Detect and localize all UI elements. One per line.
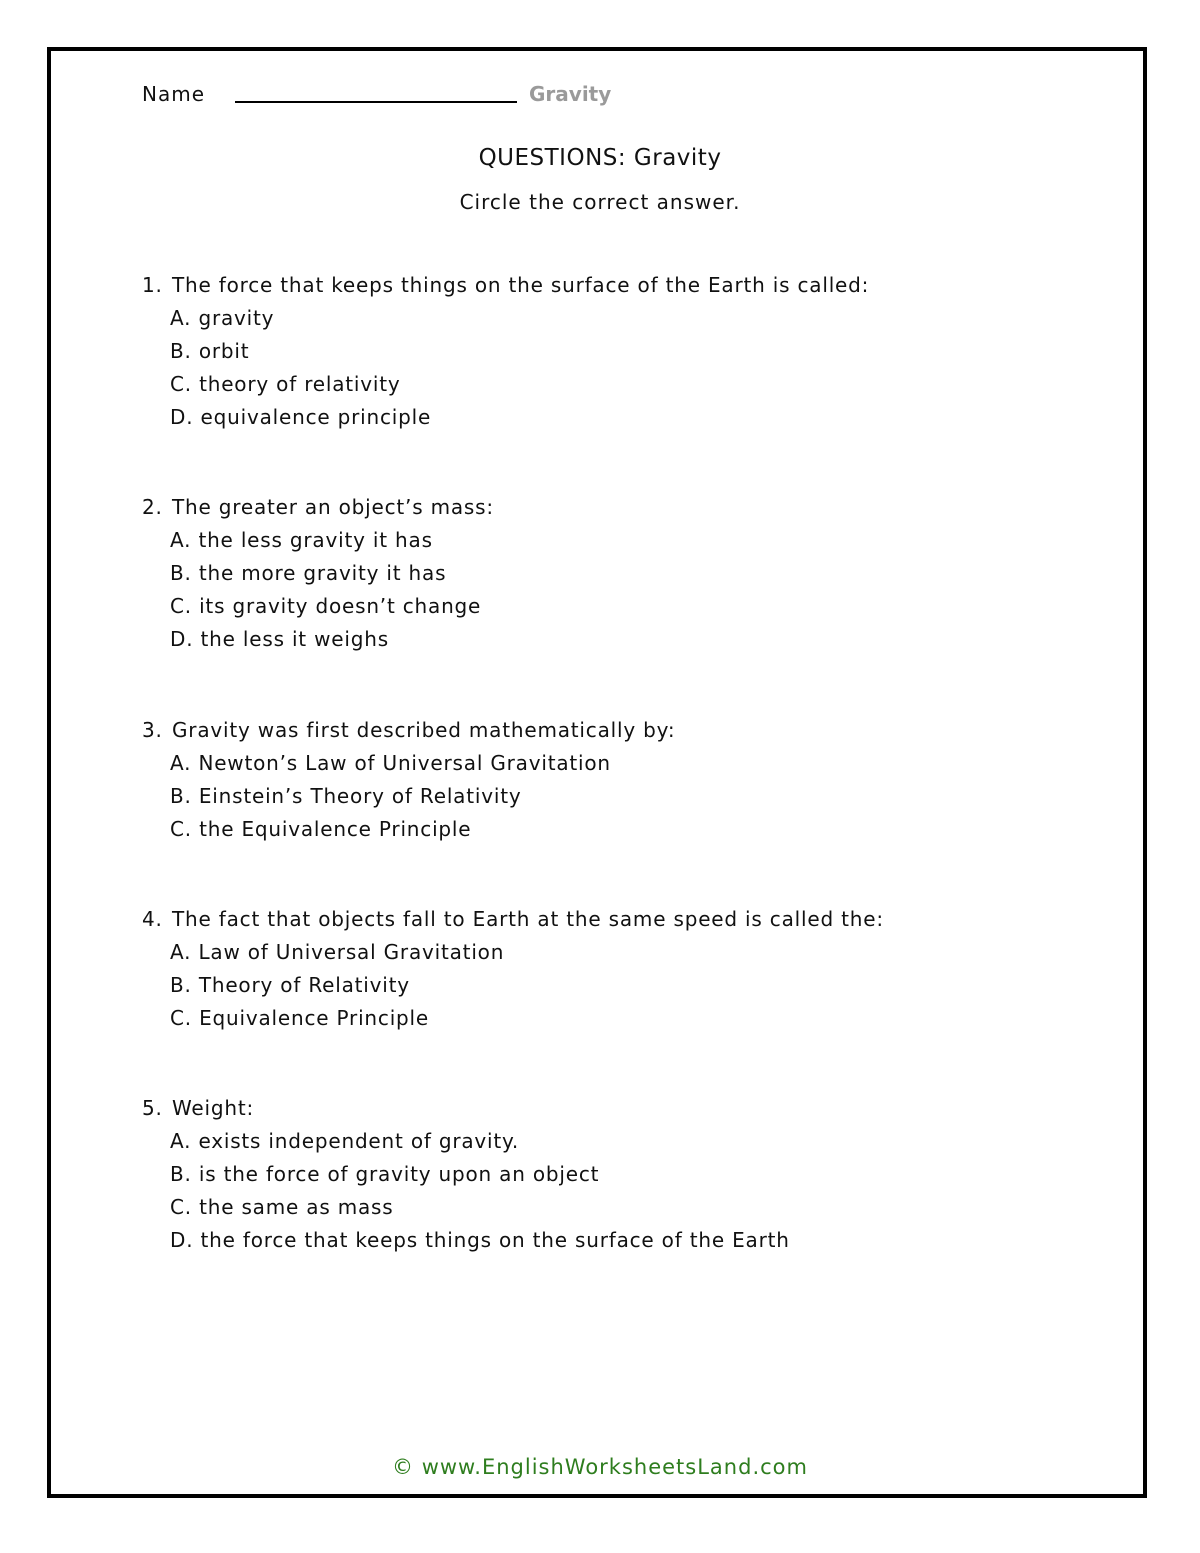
answer-option-b[interactable]: B. Theory of Relativity — [170, 973, 410, 997]
question-prompt: The fact that objects fall to Earth at the same speed is called the: — [172, 907, 884, 931]
answer-option-a[interactable]: A. gravity — [170, 306, 275, 330]
question-prompt: The greater an object’s mass: — [172, 495, 494, 519]
question-text — [142, 714, 1042, 747]
question-1 — [142, 269, 1042, 434]
question-5 — [142, 1092, 1042, 1257]
answer-option-a[interactable]: A. exists independent of gravity. — [170, 1129, 519, 1153]
answer-option-a[interactable]: A. Newton’s Law of Universal Gravitation — [170, 751, 611, 775]
question-text — [142, 903, 1042, 936]
answer-option-d[interactable]: D. the force that keeps things on the surface of the Earth — [170, 1228, 790, 1252]
question-text — [142, 1092, 1042, 1125]
question-number: 5. — [142, 1096, 163, 1120]
question-number: 4. — [142, 907, 163, 931]
answer-option-d[interactable]: D. equivalence principle — [170, 405, 432, 429]
copyright-footer: © www.EnglishWorksheetsLand.com — [392, 1455, 808, 1479]
answer-option-d[interactable]: D. the less it weighs — [170, 627, 389, 651]
question-prompt: Gravity was first described mathematically by: — [172, 718, 676, 742]
answer-option-a[interactable]: A. the less gravity it has — [170, 528, 433, 552]
answer-option-a[interactable]: A. Law of Universal Gravitation — [170, 940, 505, 964]
question-4 — [142, 903, 1042, 1035]
answer-option-b[interactable]: B. Einstein’s Theory of Relativity — [170, 784, 522, 808]
question-prompt: Weight: — [172, 1096, 255, 1120]
question-number: 1. — [142, 273, 163, 297]
answer-option-c[interactable]: C. the Equivalence Principle — [170, 817, 472, 841]
answer-option-b[interactable]: B. the more gravity it has — [170, 561, 447, 585]
question-text — [142, 491, 1042, 524]
name-label: Name — [142, 82, 206, 106]
answer-option-c[interactable]: C. its gravity doesn’t change — [170, 594, 482, 618]
question-2 — [142, 491, 1042, 656]
answer-option-b[interactable]: B. is the force of gravity upon an object — [170, 1162, 600, 1186]
answer-option-b[interactable]: B. orbit — [170, 339, 250, 363]
worksheet-header — [142, 76, 611, 106]
name-blank-line[interactable] — [235, 101, 517, 103]
question-3 — [142, 714, 1042, 846]
question-prompt: The force that keeps things on the surface of the Earth is called: — [172, 273, 870, 297]
page-title: QUESTIONS: Gravity — [478, 145, 722, 171]
answer-option-c[interactable]: C. theory of relativity — [170, 372, 401, 396]
question-number: 3. — [142, 718, 163, 742]
answer-option-c[interactable]: C. Equivalence Principle — [170, 1006, 430, 1030]
question-text — [142, 269, 1042, 302]
question-number: 2. — [142, 495, 163, 519]
instructions: Circle the correct answer. — [459, 190, 741, 214]
answer-option-c[interactable]: C. the same as mass — [170, 1195, 394, 1219]
topic-label: Gravity — [529, 82, 612, 106]
